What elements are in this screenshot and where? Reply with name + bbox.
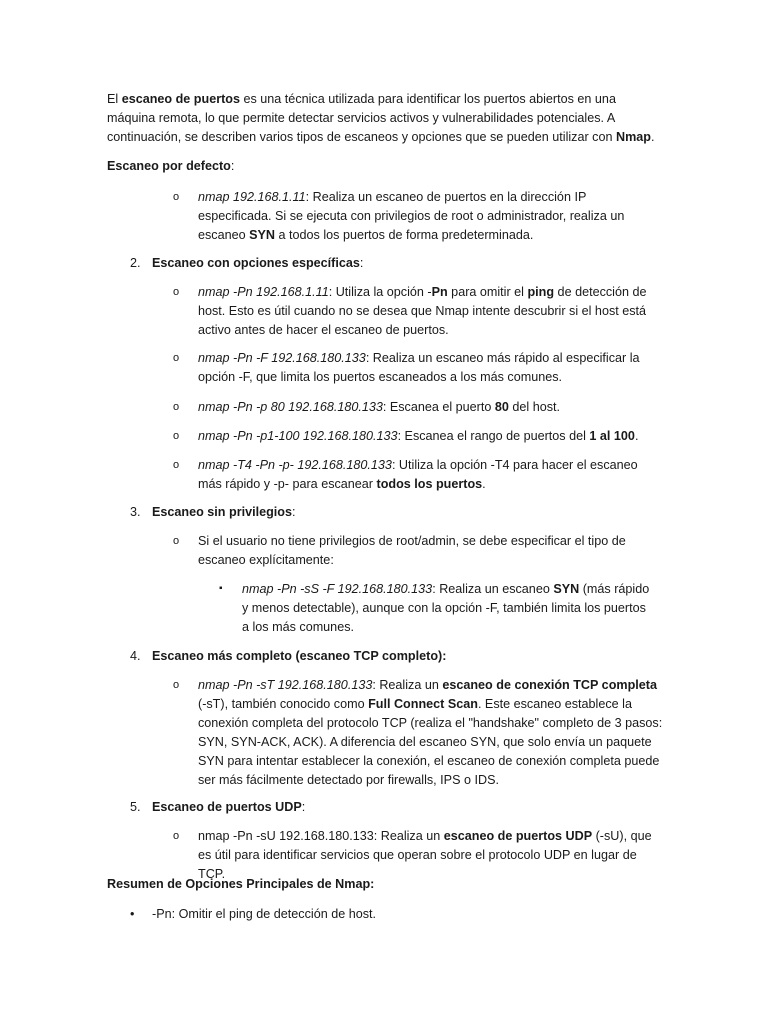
command-text: nmap -Pn -sS -F 192.168.180.133 [242, 582, 433, 596]
list-item-text: nmap -Pn -sU 192.168.180.133: Realiza un escaneo de puertos UDP (-sU), que es útil para identificar servicios que operan sobre el protocolo UDP en lugar de TCP. [198, 829, 652, 881]
bullet-icon: • [130, 907, 135, 921]
list-item-text: nmap -Pn -sS -F 192.168.180.133: Realiza un escaneo SYN (más rápido y menos detectable), aunque con la opción -F, también limita los puertos a los más comunes. [242, 582, 650, 634]
term-nmap: Nmap [615, 130, 651, 144]
circle-bullet-icon: o [173, 352, 180, 364]
command-text: nmap -Pn -sT 192.168.180.133 [198, 678, 373, 692]
circle-bullet-icon: o [173, 459, 180, 471]
list-item-text: nmap -Pn -p1-100 192.168.180.133: Escanea el rango de puertos del 1 al 100. [198, 429, 639, 443]
command-text: nmap -Pn -p 80 192.168.180.133 [198, 400, 383, 414]
command-text: nmap -T4 -Pn -p- 192.168.180.133 [198, 458, 392, 472]
command-text: nmap -Pn -p1-100 192.168.180.133 [198, 429, 398, 443]
circle-bullet-icon: o [173, 191, 180, 203]
list-number: 2. [130, 256, 141, 270]
list-item-text: nmap 192.168.1.11: Realiza un escaneo de puertos en la dirección IP especificada. Si se ejecuta con privilegios de root o administrador, realiza un escaneo SYN a todos los puertos de forma predeterminada. [198, 190, 625, 242]
section-summary-heading: Resumen de Opciones Principales de Nmap: [107, 877, 375, 891]
list-item-text: nmap -Pn -p 80 192.168.180.133: Escanea el puerto 80 del host. [198, 400, 560, 414]
list-item-text: -Pn: Omitir el ping de detección de host. [152, 907, 377, 921]
circle-bullet-icon: o [173, 535, 180, 547]
term-port-scan: escaneo de puertos [121, 92, 240, 106]
intro-paragraph: El escaneo de puertos es una técnica utilizada para identificar los puertos abiertos en una máquina remota, lo que permite detectar servicios activos y vulnerabilidades potenciales. A continuación, se describen varios tipos de escaneos y opciones que se pueden utilizar con Nmap. [107, 92, 655, 144]
list-number: 5. [130, 800, 141, 814]
circle-bullet-icon: o [173, 679, 180, 691]
circle-bullet-icon: o [173, 286, 180, 298]
list-item-text: nmap -T4 -Pn -p- 192.168.180.133: Utiliza la opción -T4 para hacer el escaneo más rápido y -p- para escanear todos los puertos. [198, 458, 638, 491]
circle-bullet-icon: o [173, 830, 180, 842]
list-number: 4. [130, 649, 141, 663]
command-text: nmap -Pn 192.168.1.11 [198, 285, 329, 299]
list-item-text: nmap -Pn -F 192.168.180.133: Realiza un escaneo más rápido al especificar la opción -F, que limita los puertos escaneados a los más comunes. [198, 351, 640, 384]
list-item-text: nmap -Pn 192.168.1.11: Utiliza la opción -Pn para omitir el ping de detección de host. Esto es útil cuando no se desea que Nmap intente descubrir si el host está activo antes de hacer el escaneo de puertos. [198, 285, 647, 337]
list-item-text: nmap -Pn -sT 192.168.180.133: Realiza un escaneo de conexión TCP completa (-sT), también conocido como Full Connect Scan. Este escaneo establece la conexión completa del protocolo TCP (realiza el "handshake" completo de 3 pasos: SYN, SYN-ACK, ACK). A diferencia del escaneo SYN, que solo envía un paquete SYN para intentar establecer la conexión, el escaneo de conexión completa puede ser más fácilmente detectado por firewalls, IPS o IDS. [198, 678, 663, 787]
circle-bullet-icon: o [173, 430, 180, 442]
square-bullet-icon: ▪ [219, 583, 223, 594]
document-page: El escaneo de puertos es una técnica utilizada para identificar los puertos abiertos en una máquina remota, lo que permite detectar servicios activos y vulnerabilidades potenciales. A continuación, se describen varios tipos de escaneos y opciones que se pueden utilizar con Nmap. Escaneo por defecto: o nmap 192.168.1.11: Realiza un escaneo de puertos en la dirección IP especificada. Si se ejecuta con privilegios de root o administrador, realiza un escaneo SYN a todos los puertos de forma predeterminada. 2. Escaneo con opciones específicas: o nmap -Pn 192.168.1.11: Utiliza la opción -Pn para omitir el ping de detección de host. Esto es útil cuando no se desea que Nmap intente descubrir si el host está activo antes de hacer el escaneo de puertos. o nmap -Pn -F 192.168.180.133: Realiza un escaneo más rápido al especificar la opción -F, que limita los puertos escaneados a los más comunes. o nmap -Pn -p 80 192.168.180.133: Escanea el puerto 80 del host. o nmap -Pn -p1-100 192.168.180.133: Escanea el rango de puertos del 1 al 100. o nmap -T4 -Pn -p- 192.168.180.133: Utiliza la opción -T4 para hacer el escaneo más rápido y -p- para escanear todos los puertos. 3. Escaneo sin privilegios: o Si el usuario no tiene privilegios de root/admin, se debe especificar el tipo de escaneo explícitamente: ▪ nmap -Pn -sS -F 192.168.180.133: Realiza un escaneo SYN (más rápido y menos detectable), aunque con la opción -F, también limita los puertos a los más comunes. 4. Escaneo más completo (escaneo TCP completo): o nmap -Pn -sT 192.168.180.133: Realiza un escaneo de conexión TCP completa (-sT), también conocido como Full Connect Scan. Este escaneo establece la conexión completa del protocolo TCP (realiza el "handshake" completo de 3 pasos: SYN, SYN-ACK, ACK). A diferencia del escaneo SYN, que solo envía un paquete SYN para intentar establecer la conexión, el escaneo de conexión completa puede ser más fácilmente detectado por firewalls, IPS o IDS. 5. Escaneo de puertos UDP: o nmap -Pn -sU 192.168.180.133: Realiza un escaneo de puertos UDP (-sU), que es útil para identificar servicios que operan sobre el protocolo UDP en lugar de TCP. Resumen de Opciones Principales de Nmap: • -Pn: Omitir el ping de detección de host. [0, 0, 768, 1024]
section-default-scan-heading: Escaneo por defecto: [107, 159, 235, 173]
list-item-text: Si el usuario no tiene privilegios de root/admin, se debe especificar el tipo de escaneo explícitamente: [198, 534, 626, 567]
circle-bullet-icon: o [173, 401, 180, 413]
list-number: 3. [130, 505, 141, 519]
command-text: nmap 192.168.1.11 [198, 190, 306, 204]
command-text: nmap -Pn -F 192.168.180.133 [198, 351, 366, 365]
